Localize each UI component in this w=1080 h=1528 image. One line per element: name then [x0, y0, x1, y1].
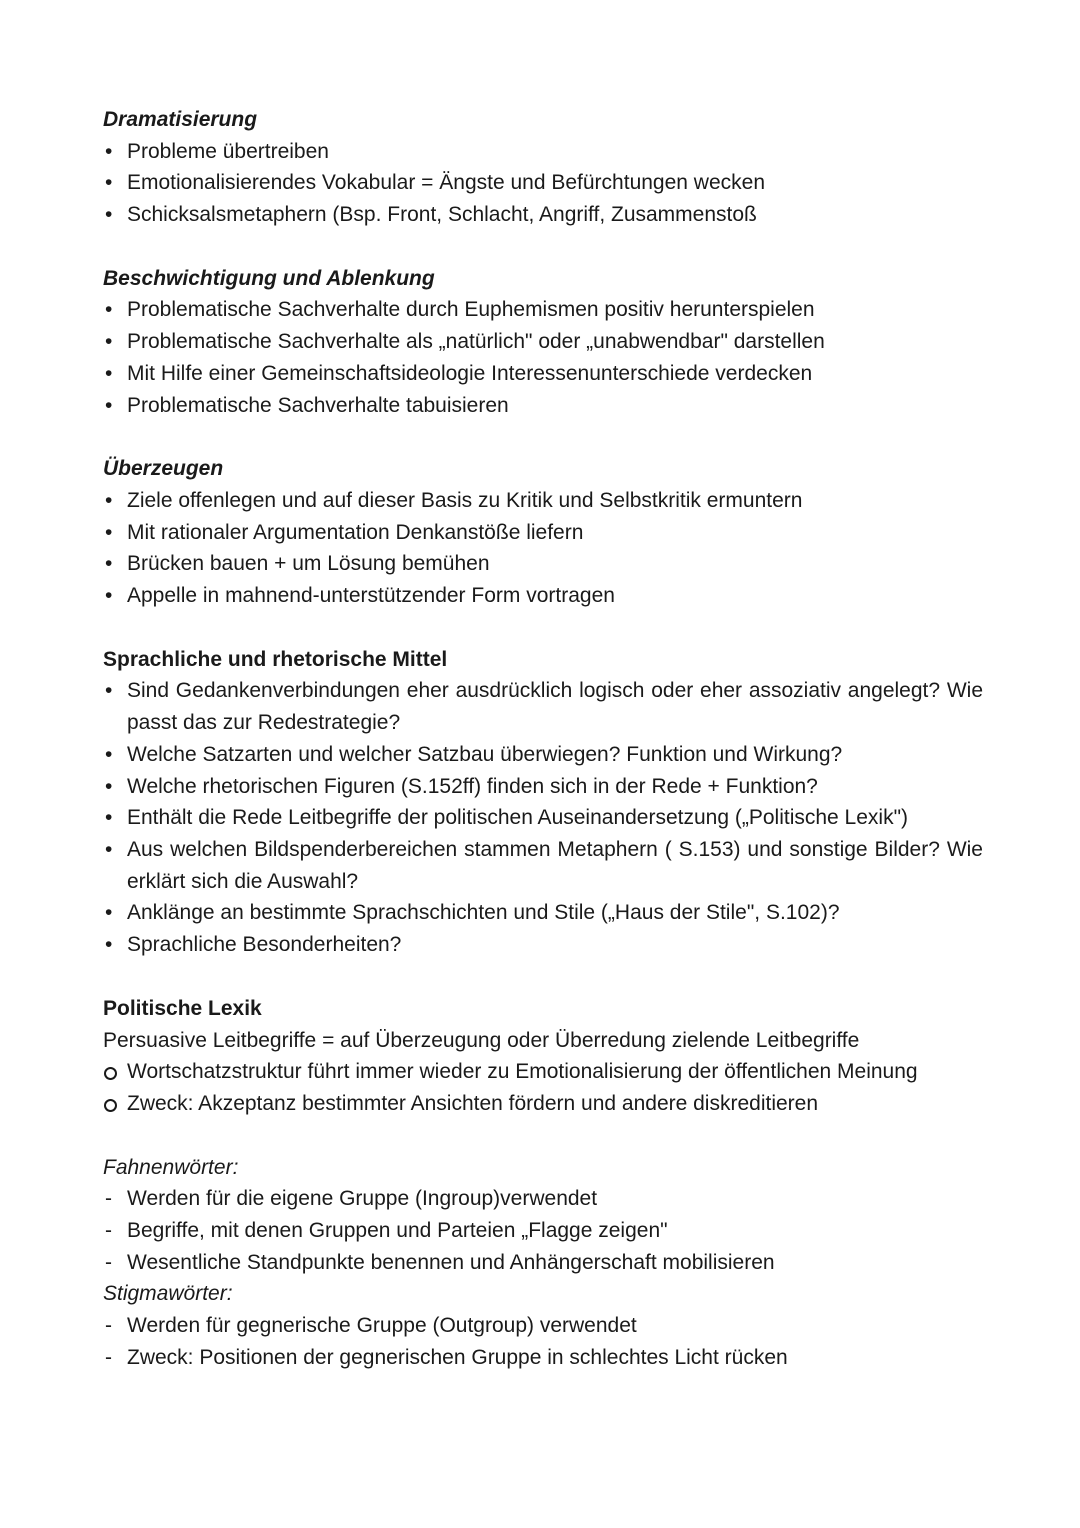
list-item: • Ziele offenlegen und auf dieser Basis zu Kritik und Selbstkritik ermuntern	[103, 485, 983, 517]
section-heading: Dramatisierung	[103, 108, 258, 131]
section-heading: Beschwichtigung und Ablenkung	[103, 266, 435, 290]
document-page	[103, 104, 983, 1374]
list-item: • Problematische Sachverhalte durch Euphemismen positiv herunterspielen	[103, 294, 983, 326]
bullet-list	[103, 294, 983, 421]
list-item: • Emotionalisierendes Vokabular = Ängste und Befürchtungen wecken	[103, 167, 983, 199]
stigmawoerter-label: Stigmawörter:	[103, 1282, 233, 1306]
dash-list	[103, 1183, 983, 1278]
list-item: • Schicksalsmetaphern (Bsp. Front, Schlacht, Angriff, Zusammenstoß	[103, 199, 983, 231]
list-item: • Welche Satzarten und welcher Satzbau überwiegen? Funktion und Wirkung?	[103, 739, 983, 771]
list-item: Zweck: Akzeptanz bestimmter Ansichten fördern und andere diskreditieren	[103, 1088, 983, 1120]
list-item: - Wesentliche Standpunkte benennen und Anhängerschaft mobilisieren	[103, 1247, 983, 1279]
section-beschwichtigung	[103, 263, 983, 422]
dash-list	[103, 1310, 983, 1373]
list-item: • Anklänge an bestimmte Sprachschichten und Stile („Haus der Stile", S.102)?	[103, 897, 983, 929]
list-item: - Werden für gegnerische Gruppe (Outgroup) verwendet	[103, 1310, 983, 1342]
list-item: • Sprachliche Besonderheiten?	[103, 929, 983, 961]
list-item: • Appelle in mahnend-unterstützender Form vortragen	[103, 580, 983, 612]
intro-text: Persuasive Leitbegriffe = auf Überzeugung oder Überredung zielende Leitbegriffe	[103, 1028, 860, 1052]
section-heading: Sprachliche und rhetorische Mittel	[103, 647, 448, 671]
list-item: - Zweck: Positionen der gegnerischen Gruppe in schlechtes Licht rücken	[103, 1342, 983, 1374]
section-heading: Überzeugen	[103, 457, 224, 481]
list-item: - Werden für die eigene Gruppe (Ingroup)verwendet	[103, 1183, 983, 1215]
list-item: • Brücken bauen + um Lösung bemühen	[103, 548, 983, 580]
section-sprachliche-mittel	[103, 644, 983, 961]
bullet-list	[103, 136, 983, 231]
section-ueberzeugen	[103, 453, 983, 612]
bullet-list	[103, 485, 983, 612]
list-item: • Problematische Sachverhalte als „natürlich" oder „unabwendbar" darstellen	[103, 326, 983, 358]
section-dramatisierung	[103, 104, 983, 231]
list-item: - Begriffe, mit denen Gruppen und Parteien „Flagge zeigen"	[103, 1215, 983, 1247]
list-item: • Welche rhetorischen Figuren (S.152ff) finden sich in der Rede + Funktion?	[103, 771, 983, 803]
list-item: Wortschatzstruktur führt immer wieder zu Emotionalisierung der öffentlichen Meinung	[103, 1056, 983, 1088]
list-item: • Sind Gedankenverbindungen eher ausdrücklich logisch oder eher assoziativ angelegt? Wie passt das zur Redestrategie?	[103, 675, 983, 738]
list-item: • Mit Hilfe einer Gemeinschaftsideologie Interessenunterschiede verdecken	[103, 358, 983, 390]
circle-list	[103, 1056, 983, 1119]
list-item: • Aus welchen Bildspenderbereichen stammen Metaphern ( S.153) und sonstige Bilder? Wie erklärt sich die Auswahl?	[103, 834, 983, 897]
list-item: • Mit rationaler Argumentation Denkanstöße liefern	[103, 517, 983, 549]
bullet-list	[103, 675, 983, 960]
section-politische-lexik	[103, 993, 983, 1374]
list-item: • Problematische Sachverhalte tabuisieren	[103, 390, 983, 422]
section-heading: Politische Lexik	[103, 996, 262, 1020]
list-item: • Enthält die Rede Leitbegriffe der politischen Auseinandersetzung („Politische Lexik")	[103, 802, 983, 834]
fahnenwoerter-label: Fahnenwörter:	[103, 1155, 239, 1179]
list-item: • Probleme übertreiben	[103, 136, 983, 168]
